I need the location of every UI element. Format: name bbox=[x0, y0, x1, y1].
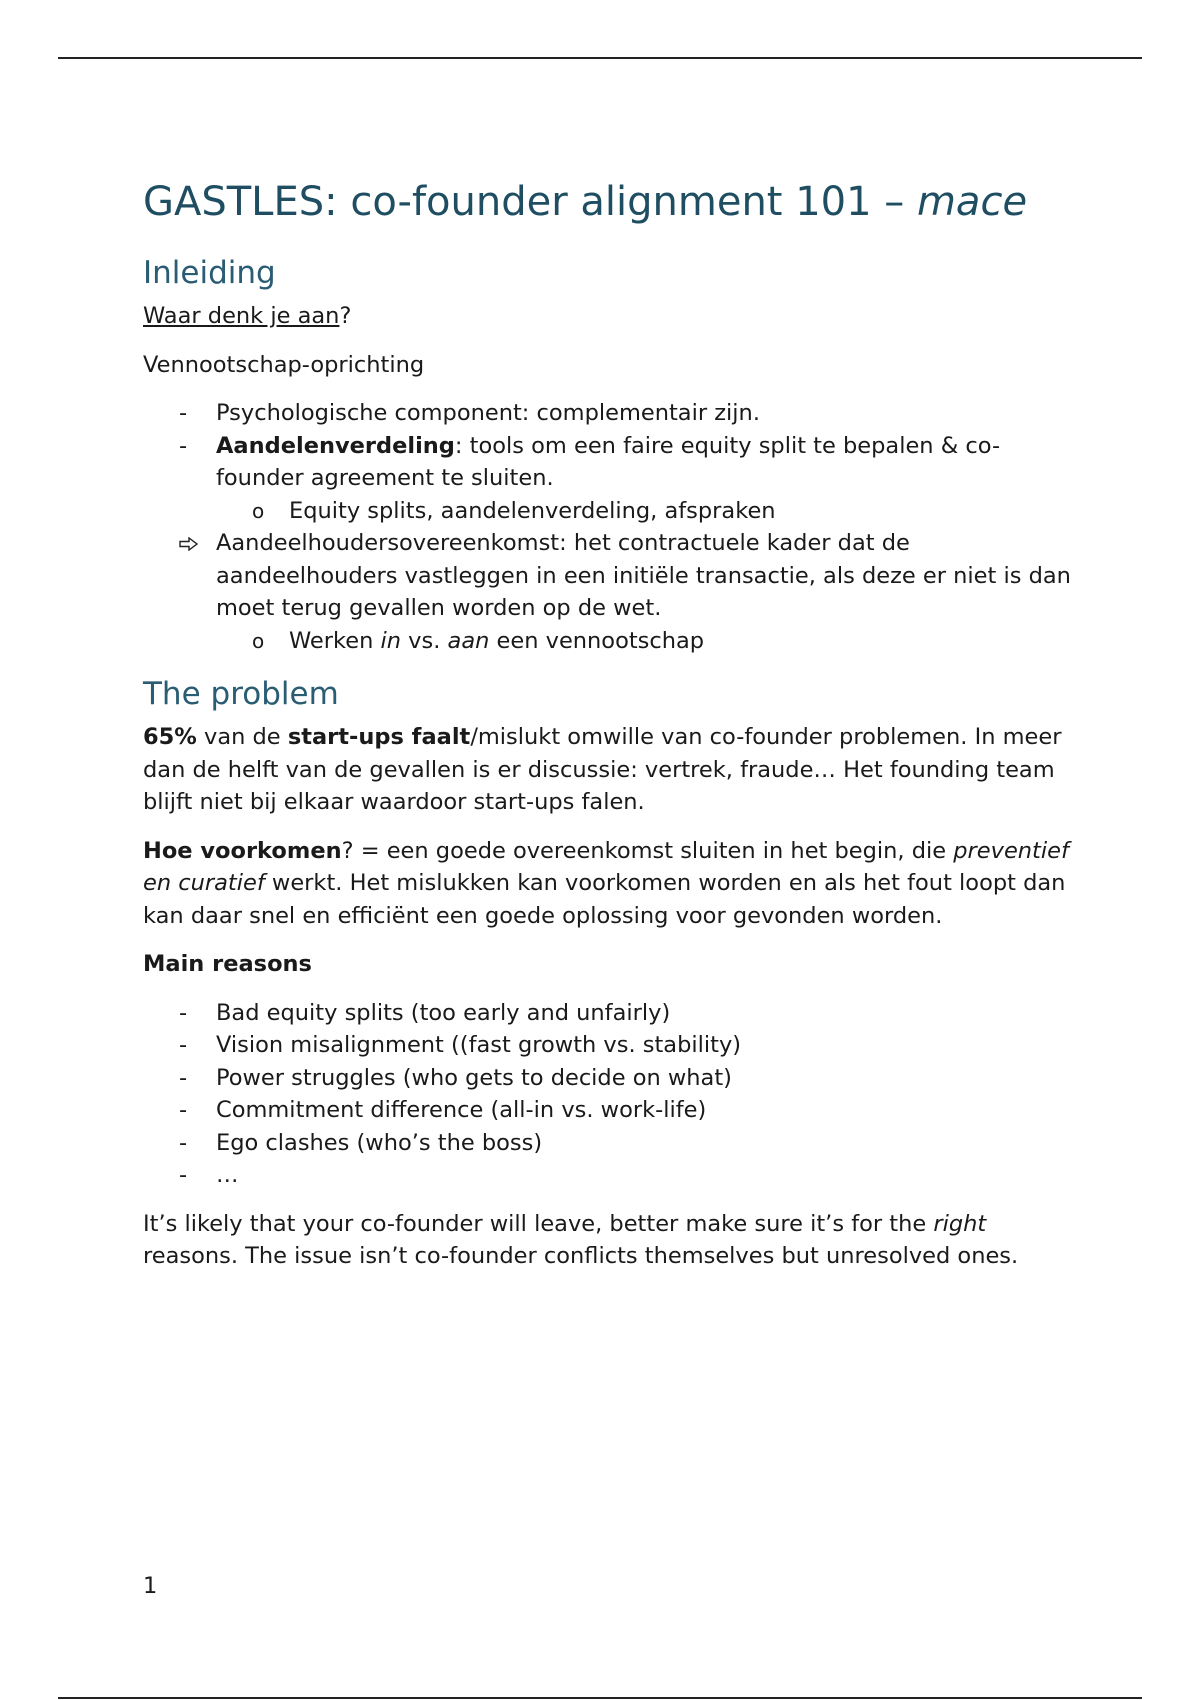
subheading-main-reasons: Main reasons bbox=[143, 951, 312, 977]
arrow-right-icon bbox=[179, 537, 199, 551]
circle-marker: o bbox=[252, 628, 265, 653]
sub-list-item: o Werken in vs. aan een vennootschap bbox=[216, 625, 1083, 658]
header-rule bbox=[58, 57, 1142, 59]
list-item: - Commitment difference (all-in vs. work-life) bbox=[143, 1094, 1083, 1127]
dash-marker: - bbox=[179, 432, 188, 459]
paragraph-conclusion: It’s likely that your co-founder will leave, better make sure it’s for the right reasons. The issue isn’t co-founder conflicts themselves but unresolved ones. bbox=[143, 1210, 1019, 1269]
list-item: Aandeelhoudersovereenkomst: het contractuele kader dat de aandeelhouders vastleggen in een initiële transactie, als deze er niet is dan moet terug gevallen worden op de wet. o Werken in vs. aan een vennootschap bbox=[143, 527, 1083, 657]
reasons-list bbox=[143, 997, 1083, 1192]
paragraph-statistics: 65% van de start-ups faalt/mislukt omwille van co-founder problemen. In meer dan de helft van de gevallen is er discussie: vertrek, fraude… Het founding team blijft niet bij elkaar waardoor start-ups falen. bbox=[143, 724, 1062, 815]
list-item: - … bbox=[143, 1159, 1083, 1192]
list-item: - Bad equity splits (too early and unfairly) bbox=[143, 997, 1083, 1030]
topic-line: Vennootschap-oprichting bbox=[143, 351, 425, 378]
title-italic: mace bbox=[916, 179, 1028, 225]
page-title: GASTLES: co-founder alignment 101 – mace bbox=[143, 179, 1028, 225]
footer-rule bbox=[58, 1697, 1142, 1699]
list-item: - Aandelenverdeling: tools om een faire equity split te bepalen & co-founder agreement te sluiten. o Equity splits, aandelenverdeling, afspraken bbox=[143, 430, 1083, 528]
page-number: 1 bbox=[143, 1573, 158, 1599]
heading-the-problem: The problem bbox=[143, 676, 339, 712]
dash-marker: - bbox=[179, 1064, 188, 1091]
question-underlined: Waar denk je aan bbox=[143, 303, 340, 329]
sub-list bbox=[216, 625, 1083, 658]
list-item: - Ego clashes (who’s the boss) bbox=[143, 1127, 1083, 1160]
intro-list bbox=[143, 397, 1083, 657]
sub-list-item: o Equity splits, aandelenverdeling, afspraken bbox=[216, 495, 1083, 528]
dash-marker: - bbox=[179, 400, 188, 426]
dash-marker: - bbox=[179, 1162, 188, 1188]
question-line: Waar denk je aan? bbox=[143, 303, 352, 329]
sub-list bbox=[216, 495, 1083, 528]
dash-marker: - bbox=[179, 1097, 188, 1123]
dash-marker: - bbox=[179, 1032, 188, 1058]
list-item: - Psychologische component: complementair zijn. bbox=[143, 397, 1083, 430]
list-item: - Power struggles (who gets to decide on what) bbox=[143, 1062, 1083, 1095]
paragraph-prevention: Hoe voorkomen? = een goede overeenkomst sluiten in het begin, die preventief en curatief werkt. Het mislukken kan voorkomen worden en als het fout loopt dan kan daar snel en efficiënt een goede oplossing voor gevonden worden. bbox=[143, 837, 1069, 929]
dash-marker: - bbox=[179, 999, 188, 1026]
heading-inleiding: Inleiding bbox=[143, 255, 276, 291]
dash-marker: - bbox=[179, 1129, 188, 1156]
document-body bbox=[143, 172, 1083, 1289]
list-item: - Vision misalignment ((fast growth vs. stability) bbox=[143, 1029, 1083, 1062]
circle-marker: o bbox=[252, 498, 265, 523]
arrow-icon-wrap bbox=[179, 527, 199, 560]
